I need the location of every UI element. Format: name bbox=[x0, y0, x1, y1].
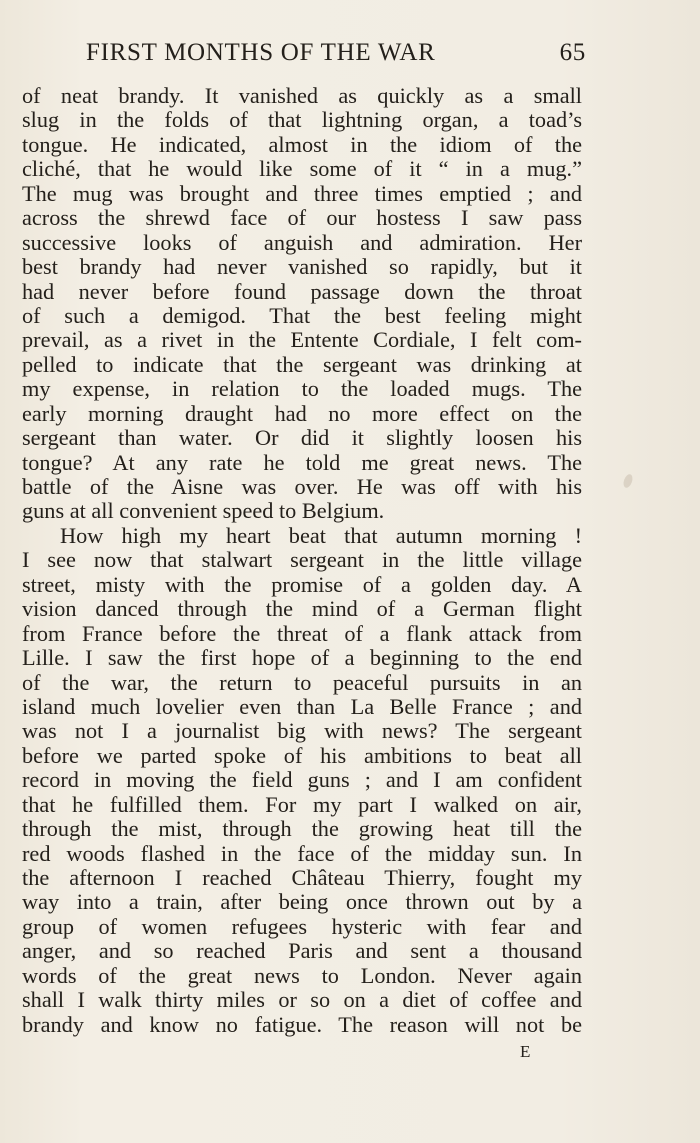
text-line: red woods flashed in the face of the midday sun. In bbox=[22, 840, 582, 866]
text-line-paragraph-end: guns at all convenient speed to Belgium. bbox=[22, 498, 385, 524]
text-line: words of the great news to London. Never again bbox=[22, 962, 582, 988]
body-text bbox=[22, 84, 582, 1037]
text-line: Lille. I saw the first hope of a beginning to the end bbox=[22, 645, 582, 671]
text-line: cliché, that he would like some of it “ in a mug.” bbox=[22, 156, 582, 182]
text-line: tongue? At any rate he told me great news. The bbox=[22, 449, 582, 475]
text-line: that he fulfilled them. For my part I walked on air, bbox=[22, 791, 582, 817]
text-line: of the war, the return to peaceful pursuits in an bbox=[22, 669, 582, 695]
text-line: the afternoon I reached Château Thierry, fought my bbox=[22, 865, 582, 890]
text-line: way into a train, after being once thrown out by a bbox=[22, 889, 582, 915]
text-line: record in moving the field guns ; and I am confident bbox=[22, 767, 582, 793]
text-line: across the shrewd face of our hostess I saw pass bbox=[22, 205, 582, 231]
text-line: group of women refugees hysteric with fear and bbox=[22, 913, 582, 939]
text-line: successive looks of anguish and admiration. Her bbox=[22, 229, 582, 255]
text-line: from France before the threat of a flank attack from bbox=[22, 620, 582, 646]
text-line: street, misty with the promise of a golden day. A bbox=[22, 571, 582, 597]
signature-mark: E bbox=[520, 1042, 531, 1061]
text-line: best brandy had never vanished so rapidly, but it bbox=[22, 254, 582, 280]
text-line: I see now that stalwart sergeant in the little village bbox=[22, 547, 582, 573]
text-line: early morning draught had no more effect on the bbox=[22, 400, 582, 426]
text-line: prevail, as a rivet in the Entente Cordiale, I felt com- bbox=[22, 327, 582, 353]
text-line: island much lovelier even than La Belle France ; and bbox=[22, 693, 582, 719]
text-line: of such a demigod. That the best feeling might bbox=[22, 302, 582, 328]
text-line: shall I walk thirty miles or so on a diet of coffee and bbox=[22, 987, 582, 1013]
text-line: pelled to indicate that the sergeant was drinking at bbox=[22, 351, 582, 377]
text-line: battle of the Aisne was over. He was off with his bbox=[22, 474, 582, 499]
running-header bbox=[86, 36, 586, 70]
text-line: of neat brandy. It vanished as quickly as a small bbox=[22, 83, 582, 108]
paper-stain bbox=[622, 473, 634, 489]
text-line: my expense, in relation to the loaded mugs. The bbox=[22, 376, 582, 402]
text-line: sergeant than water. Or did it slightly loosen his bbox=[22, 425, 582, 451]
text-line: through the mist, through the growing heat till the bbox=[22, 816, 582, 842]
text-line: The mug was brought and three times emptied ; and bbox=[22, 180, 582, 206]
text-line: slug in the folds of that lightning organ, a toad’s bbox=[22, 107, 582, 133]
text-line: before we parted spoke of his ambitions to beat all bbox=[22, 742, 582, 768]
page-number: 65 bbox=[559, 39, 586, 66]
text-line: was not I a journalist big with news? The sergeant bbox=[22, 718, 582, 744]
text-line: anger, and so reached Paris and sent a thousand bbox=[22, 938, 582, 964]
text-line: vision danced through the mind of a German flight bbox=[22, 596, 582, 622]
text-line-paragraph-start: How high my heart beat that autumn morning ! bbox=[60, 522, 582, 548]
text-line: tongue. He indicated, almost in the idiom of the bbox=[22, 131, 582, 157]
text-line: brandy and know no fatigue. The reason will not be bbox=[22, 1011, 582, 1037]
running-header-title: FIRST MONTHS OF THE WAR bbox=[86, 39, 436, 66]
text-line: had never before found passage down the throat bbox=[22, 278, 582, 304]
